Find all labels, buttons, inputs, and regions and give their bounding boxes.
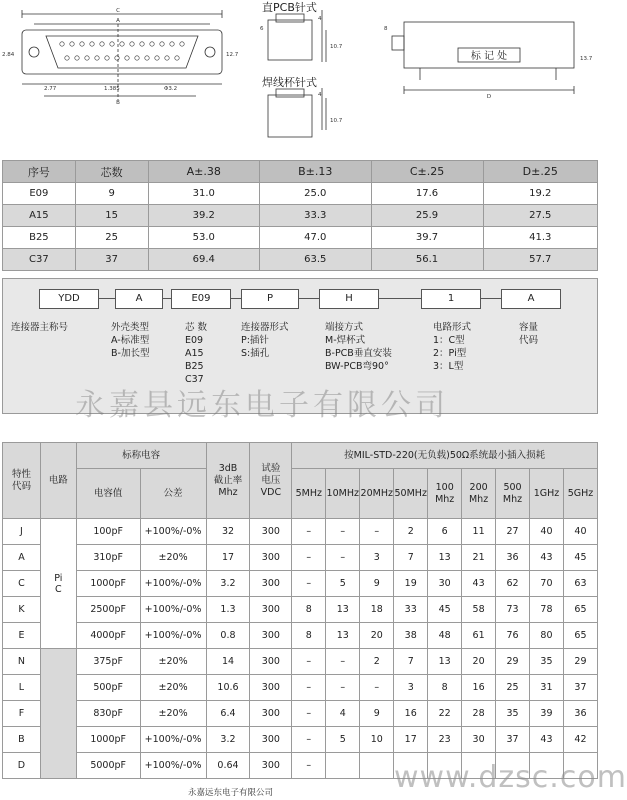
code-box-series: YDD bbox=[39, 289, 99, 309]
table-cell: E bbox=[3, 623, 41, 649]
table-cell: 9 bbox=[360, 701, 394, 727]
table-cell: – bbox=[292, 649, 326, 675]
table-cell: 39.7 bbox=[371, 227, 483, 249]
table-cell: 36 bbox=[496, 545, 530, 571]
table-cell: 3.2 bbox=[206, 727, 250, 753]
dim-label-a: A bbox=[116, 18, 120, 24]
table-cell: 33.3 bbox=[259, 205, 371, 227]
table-cell: ±20% bbox=[140, 701, 206, 727]
table-cell: A bbox=[3, 545, 41, 571]
table-cell: 31 bbox=[529, 675, 563, 701]
site-watermark: www.dzsc.com bbox=[394, 760, 627, 795]
dim-label-1-385: 1.385 bbox=[104, 86, 120, 92]
table-cell: 2 bbox=[394, 519, 428, 545]
table-cell: 300 bbox=[250, 727, 292, 753]
table-cell: 18 bbox=[360, 597, 394, 623]
table-cell: 2500pF bbox=[76, 597, 140, 623]
table-cell: 3 bbox=[360, 545, 394, 571]
solder-cup-label: 焊线杯针式 bbox=[262, 76, 317, 89]
table-cell: 61 bbox=[462, 623, 496, 649]
table-cell: 300 bbox=[250, 753, 292, 779]
dim-label-4-top: 4 bbox=[318, 16, 322, 22]
header-freq: 50MHz bbox=[394, 469, 428, 519]
table-cell: 3 bbox=[394, 675, 428, 701]
table-cell: 30 bbox=[428, 571, 462, 597]
dim-label-c: C bbox=[116, 8, 120, 14]
header-cell: 序号 bbox=[3, 161, 76, 183]
table-cell: 43 bbox=[529, 545, 563, 571]
pin-holes bbox=[60, 42, 184, 60]
dimension-table bbox=[2, 160, 598, 271]
header-freq: 20MHz bbox=[360, 469, 394, 519]
table-cell: – bbox=[326, 649, 360, 675]
table-cell: 300 bbox=[250, 701, 292, 727]
table-cell: 5000pF bbox=[76, 753, 140, 779]
table-row bbox=[3, 675, 598, 701]
table-cell: 3.2 bbox=[206, 571, 250, 597]
table-cell: 41.3 bbox=[483, 227, 597, 249]
table-cell: 13 bbox=[326, 597, 360, 623]
header-freq: 10MHz bbox=[326, 469, 360, 519]
dim-label-2-77: 2.77 bbox=[44, 86, 57, 92]
table-cell: 6 bbox=[428, 519, 462, 545]
straight-pcb-label: 直PCB针式 bbox=[262, 1, 317, 14]
table-cell: – bbox=[292, 675, 326, 701]
dim-label-13-7: 13.7 bbox=[580, 56, 593, 62]
table-cell: 1000pF bbox=[76, 727, 140, 753]
table-row bbox=[3, 701, 598, 727]
header-freq: 5MHz bbox=[292, 469, 326, 519]
table-cell: – bbox=[360, 675, 394, 701]
table-cell: 37 bbox=[563, 675, 597, 701]
table-cell: N bbox=[3, 649, 41, 675]
table-cell: 35 bbox=[529, 649, 563, 675]
table-cell: K bbox=[3, 597, 41, 623]
table-cell: 300 bbox=[250, 571, 292, 597]
table-cell: F bbox=[3, 701, 41, 727]
table-cell: +100%/-0% bbox=[140, 623, 206, 649]
table-cell: – bbox=[326, 519, 360, 545]
table-cell: 70 bbox=[529, 571, 563, 597]
table-cell: ±20% bbox=[140, 545, 206, 571]
table-cell: 9 bbox=[75, 183, 148, 205]
dimension-table-header bbox=[3, 161, 598, 183]
code-box-shell: A bbox=[115, 289, 163, 309]
table-cell: 19 bbox=[394, 571, 428, 597]
dim-label-10-7-bottom: 10.7 bbox=[330, 118, 343, 124]
header-cell: C±.25 bbox=[371, 161, 483, 183]
table-cell: 73 bbox=[496, 597, 530, 623]
table-cell bbox=[360, 753, 394, 779]
table-cell: 16 bbox=[462, 675, 496, 701]
table-cell: 53.0 bbox=[148, 227, 259, 249]
table-cell: 830pF bbox=[76, 701, 140, 727]
table-cell: 78 bbox=[529, 597, 563, 623]
table-cell: C bbox=[3, 571, 41, 597]
table-cell: 20 bbox=[462, 649, 496, 675]
table-cell: 300 bbox=[250, 519, 292, 545]
table-row bbox=[3, 183, 598, 205]
table-cell: 63.5 bbox=[259, 249, 371, 271]
header-freq: 5GHz bbox=[563, 469, 597, 519]
table-row bbox=[3, 571, 598, 597]
table-cell: 5 bbox=[326, 571, 360, 597]
table-cell: 11 bbox=[462, 519, 496, 545]
table-cell: 31.0 bbox=[148, 183, 259, 205]
table-cell: 300 bbox=[250, 675, 292, 701]
table-cell: +100%/-0% bbox=[140, 571, 206, 597]
code-box-circuit: 1 bbox=[421, 289, 481, 309]
table-cell: 25.9 bbox=[371, 205, 483, 227]
table-cell: 25 bbox=[75, 227, 148, 249]
table-cell: J bbox=[3, 519, 41, 545]
desc-shell: 外壳类型 A-标准型 B-加长型 bbox=[111, 322, 150, 359]
marking-label: 标 记 处 bbox=[470, 51, 508, 62]
table-cell: 45 bbox=[563, 545, 597, 571]
table-cell: 30 bbox=[462, 727, 496, 753]
table-cell: ±20% bbox=[140, 649, 206, 675]
table-cell: 375pF bbox=[76, 649, 140, 675]
table-cell: 310pF bbox=[76, 545, 140, 571]
table-cell: 42 bbox=[563, 727, 597, 753]
circuit-pi-c: Pi C bbox=[40, 519, 76, 649]
header-cell: 芯数 bbox=[75, 161, 148, 183]
code-box-termination: H bbox=[319, 289, 379, 309]
table-row bbox=[3, 545, 598, 571]
table-row bbox=[3, 519, 598, 545]
table-row bbox=[3, 727, 598, 753]
table-cell: 27 bbox=[496, 519, 530, 545]
table-cell: 4 bbox=[326, 701, 360, 727]
table-cell: 43 bbox=[529, 727, 563, 753]
footer-company: 永嘉远东电子有限公司 bbox=[188, 788, 274, 798]
table-cell: L bbox=[3, 675, 41, 701]
header-cell: D±.25 bbox=[483, 161, 597, 183]
table-cell: 10.6 bbox=[206, 675, 250, 701]
table-row bbox=[3, 227, 598, 249]
desc-contacts: 芯 数 E09 A15 B25 C37 bbox=[185, 322, 208, 385]
desc-termination: 端接方式 M-焊杯式 B-PCB垂直安装 BW-PCB弯90° bbox=[325, 322, 392, 372]
table-cell: 17 bbox=[394, 727, 428, 753]
table-cell: 1000pF bbox=[76, 571, 140, 597]
table-cell: 43 bbox=[462, 571, 496, 597]
header-nominal-capacitance: 标称电容 bbox=[76, 443, 206, 469]
table-cell: – bbox=[292, 571, 326, 597]
header-freq: 200 Mhz bbox=[462, 469, 496, 519]
table-cell: – bbox=[326, 545, 360, 571]
table-cell: 21 bbox=[462, 545, 496, 571]
header-feature-code: 特性 代码 bbox=[3, 443, 41, 519]
table-cell: 29 bbox=[563, 649, 597, 675]
table-cell: 500pF bbox=[76, 675, 140, 701]
table-cell: 5 bbox=[326, 727, 360, 753]
dim-label-8: 8 bbox=[384, 26, 388, 32]
table-cell: – bbox=[326, 675, 360, 701]
table-cell: 13 bbox=[428, 545, 462, 571]
table-cell: 17.6 bbox=[371, 183, 483, 205]
table-cell: +100%/-0% bbox=[140, 727, 206, 753]
desc-series: 连接器主称号 bbox=[11, 322, 69, 333]
table-cell: D bbox=[3, 753, 41, 779]
table-row bbox=[3, 649, 598, 675]
table-cell: 45 bbox=[428, 597, 462, 623]
table-cell: 69.4 bbox=[148, 249, 259, 271]
header-cell: A±.38 bbox=[148, 161, 259, 183]
table-cell: 32 bbox=[206, 519, 250, 545]
table-cell: 57.7 bbox=[483, 249, 597, 271]
table-cell: 27.5 bbox=[483, 205, 597, 227]
table-cell: 1.3 bbox=[206, 597, 250, 623]
header-freq: 500 Mhz bbox=[496, 469, 530, 519]
table-cell: 65 bbox=[563, 597, 597, 623]
table-row bbox=[3, 205, 598, 227]
table-cell: 22 bbox=[428, 701, 462, 727]
table-cell: 37 bbox=[75, 249, 148, 271]
table-row bbox=[3, 249, 598, 271]
table-cell: +100%/-0% bbox=[140, 753, 206, 779]
table-cell: 14 bbox=[206, 649, 250, 675]
header-cutoff: 3dB 截止率 Mhz bbox=[206, 443, 250, 519]
table-cell: B25 bbox=[3, 227, 76, 249]
table-cell: 40 bbox=[563, 519, 597, 545]
code-box-capacitance: A bbox=[501, 289, 561, 309]
table-cell: ±20% bbox=[140, 675, 206, 701]
table-cell: 37 bbox=[496, 727, 530, 753]
technical-drawing bbox=[0, 0, 600, 150]
header-cap-value: 电容值 bbox=[76, 469, 140, 519]
spec-table bbox=[2, 442, 598, 779]
table-cell: – bbox=[292, 519, 326, 545]
table-cell: A15 bbox=[3, 205, 76, 227]
table-cell: 0.8 bbox=[206, 623, 250, 649]
dim-label-4-bottom: 4 bbox=[318, 92, 322, 98]
table-cell: 13 bbox=[326, 623, 360, 649]
table-cell: 33 bbox=[394, 597, 428, 623]
table-cell: 300 bbox=[250, 649, 292, 675]
header-test-voltage: 试验 电压 VDC bbox=[250, 443, 292, 519]
table-cell: 8 bbox=[292, 597, 326, 623]
table-cell: 39 bbox=[529, 701, 563, 727]
table-cell: 300 bbox=[250, 545, 292, 571]
table-cell: – bbox=[292, 545, 326, 571]
table-cell: 17 bbox=[206, 545, 250, 571]
table-cell: – bbox=[360, 519, 394, 545]
company-watermark: 永嘉县远东电子有限公司 bbox=[75, 388, 449, 423]
table-cell: 16 bbox=[394, 701, 428, 727]
table-cell: 38 bbox=[394, 623, 428, 649]
table-cell: 4000pF bbox=[76, 623, 140, 649]
header-freq: 1GHz bbox=[529, 469, 563, 519]
table-cell: 8 bbox=[428, 675, 462, 701]
table-cell: B bbox=[3, 727, 41, 753]
table-cell: – bbox=[292, 701, 326, 727]
table-cell: C37 bbox=[3, 249, 76, 271]
desc-capacitance: 容量 代码 bbox=[519, 322, 539, 346]
table-cell: 76 bbox=[496, 623, 530, 649]
table-cell: 63 bbox=[563, 571, 597, 597]
table-cell: 62 bbox=[496, 571, 530, 597]
dim-label-6: 6 bbox=[260, 26, 264, 32]
dim-label-phi-3-2: Φ3.2 bbox=[164, 86, 178, 92]
table-cell: 23 bbox=[428, 727, 462, 753]
table-cell: 39.2 bbox=[148, 205, 259, 227]
desc-circuit: 电路形式 1：C型 2：Pi型 3：L型 bbox=[433, 322, 472, 372]
table-row bbox=[3, 597, 598, 623]
table-row bbox=[3, 623, 598, 649]
table-cell: 58 bbox=[462, 597, 496, 623]
dim-label-b: B bbox=[116, 100, 120, 106]
table-cell: 28 bbox=[462, 701, 496, 727]
table-cell: 7 bbox=[394, 545, 428, 571]
table-cell: 6.4 bbox=[206, 701, 250, 727]
table-cell: 0.64 bbox=[206, 753, 250, 779]
code-box-contacts: E09 bbox=[171, 289, 231, 309]
dim-label-d: D bbox=[486, 94, 492, 100]
circuit-group-2 bbox=[40, 649, 76, 779]
table-cell: 19.2 bbox=[483, 183, 597, 205]
desc-form: 连接器形式 P:插针 S:插孔 bbox=[241, 322, 289, 359]
table-cell: 29 bbox=[496, 649, 530, 675]
table-cell: 25 bbox=[496, 675, 530, 701]
table-cell: +100%/-0% bbox=[140, 597, 206, 623]
table-cell: 25.0 bbox=[259, 183, 371, 205]
table-cell: E09 bbox=[3, 183, 76, 205]
table-cell: 20 bbox=[360, 623, 394, 649]
dim-label-10-7-top: 10.7 bbox=[330, 44, 343, 50]
header-cell: B±.13 bbox=[259, 161, 371, 183]
table-cell: 9 bbox=[360, 571, 394, 597]
table-cell: 7 bbox=[394, 649, 428, 675]
table-cell: 13 bbox=[428, 649, 462, 675]
table-cell: 65 bbox=[563, 623, 597, 649]
dim-label-2-84: 2.84 bbox=[2, 52, 15, 58]
table-cell: 100pF bbox=[76, 519, 140, 545]
dim-label-12-7: 12.7 bbox=[226, 52, 239, 58]
header-freq: 100 Mhz bbox=[428, 469, 462, 519]
table-cell: 300 bbox=[250, 597, 292, 623]
table-cell: +100%/-0% bbox=[140, 519, 206, 545]
table-cell: 35 bbox=[496, 701, 530, 727]
table-cell: 15 bbox=[75, 205, 148, 227]
table-cell: 10 bbox=[360, 727, 394, 753]
table-cell: 36 bbox=[563, 701, 597, 727]
header-tolerance: 公差 bbox=[140, 469, 206, 519]
table-cell: – bbox=[292, 727, 326, 753]
table-cell: 47.0 bbox=[259, 227, 371, 249]
table-cell: 80 bbox=[529, 623, 563, 649]
table-cell: 56.1 bbox=[371, 249, 483, 271]
header-circuit: 电路 bbox=[40, 443, 76, 519]
table-cell: 300 bbox=[250, 623, 292, 649]
table-cell: 8 bbox=[292, 623, 326, 649]
table-cell: – bbox=[292, 753, 326, 779]
table-cell: 48 bbox=[428, 623, 462, 649]
header-insertion-loss: 按MIL-STD-220(无负载)50Ω系统最小插入损耗 bbox=[292, 443, 598, 469]
table-cell: 2 bbox=[360, 649, 394, 675]
table-cell: 40 bbox=[529, 519, 563, 545]
table-cell bbox=[326, 753, 360, 779]
code-box-form: P bbox=[241, 289, 299, 309]
